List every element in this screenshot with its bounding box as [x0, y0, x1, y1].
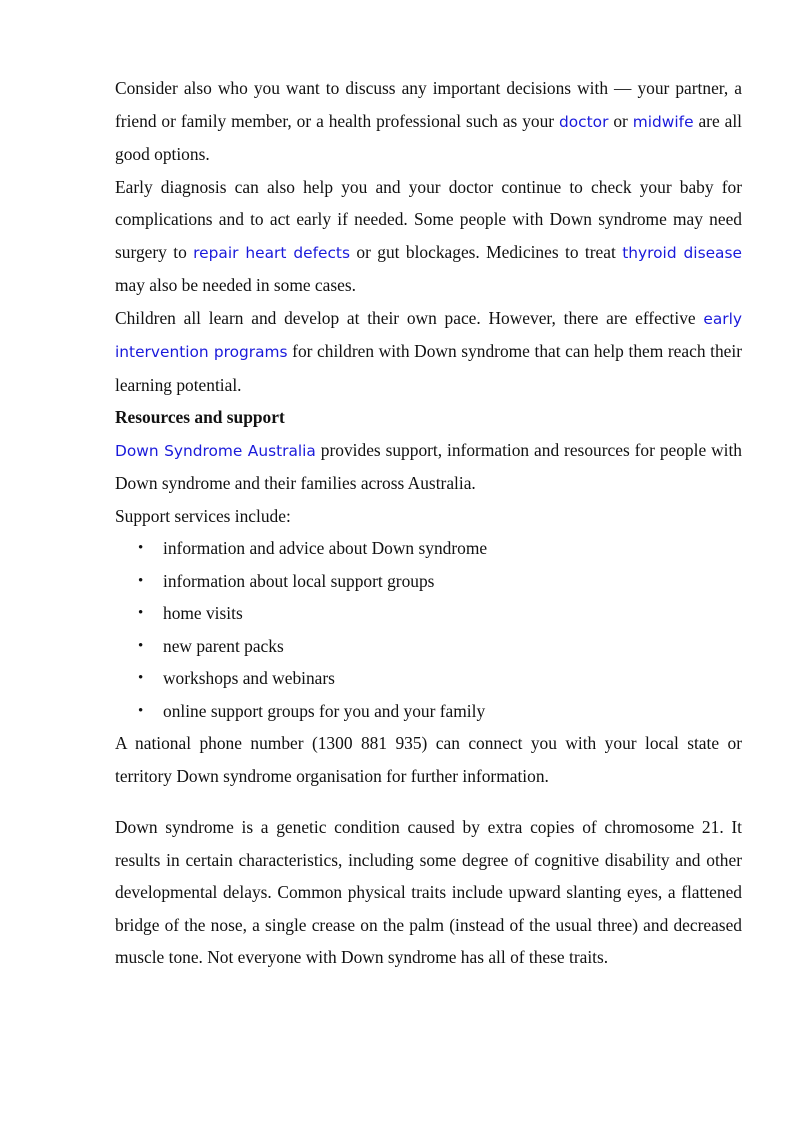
paragraph-text: are all good options. [115, 110, 742, 164]
paragraph-text: or gut blockages. Medicines to treat [349, 241, 623, 262]
link-midwife[interactable]: midwife [632, 112, 694, 131]
list-item: • home visits [163, 597, 742, 630]
paragraph-text: may also be needed in some cases. [115, 275, 356, 295]
paragraph-gap [115, 792, 742, 811]
paragraph-decisions [115, 72, 742, 171]
list-item: • online support groups for you and your family [163, 695, 742, 728]
paragraph-text: or [608, 110, 633, 131]
paragraph-text: Children all learn and develop at their own pace. However, there are effective [115, 307, 704, 328]
list-item: • new parent packs [163, 630, 742, 663]
heading-resources-and-support: Resources and support [115, 407, 285, 427]
paragraph-down-syndrome-australia [115, 434, 742, 500]
paragraph-development [115, 302, 742, 402]
paragraph-text: provides support, information and resources for people with Down syndrome and their families across Australia. [115, 439, 742, 493]
link-repair-heart-defects[interactable]: repair heart defects [193, 243, 350, 262]
support-services-list [115, 532, 742, 727]
link-thyroid-disease[interactable]: thyroid disease [622, 243, 742, 262]
paragraph-national-phone: A national phone number (1300 881 935) can connect you with your local state or territory Down syndrome organisation for further information. [115, 733, 742, 786]
link-doctor[interactable]: doctor [559, 112, 609, 131]
link-down-syndrome-australia[interactable]: Down Syndrome Australia [115, 441, 316, 460]
paragraph-text: for children with Down syndrome that can help them reach their learning potential. [115, 341, 742, 395]
list-item: • information and advice about Down syndrome [163, 532, 742, 565]
document-page [115, 72, 742, 974]
paragraph-what-is-down-syndrome: Down syndrome is a genetic condition caused by extra copies of chromosome 21. It results in certain characteristics, including some degree of cognitive disability and other developmental delays. Common physical traits include upward slanting eyes, a flattened bridge of the nose, a single crease on the palm (instead of the usual three) and decreased muscle tone. Not everyone with Down syndrome has all of these traits. [115, 817, 742, 967]
paragraph-text: Early diagnosis can also help you and your doctor continue to check your baby for complications and to act early if needed. Some people with Down syndrome may need surgery to [115, 176, 742, 262]
list-item: • workshops and webinars [163, 662, 742, 695]
list-item: • information about local support groups [163, 565, 742, 598]
support-services-intro: Support services include: [115, 505, 291, 526]
link-early-intervention-programs[interactable]: early intervention programs [115, 309, 742, 361]
paragraph-text: Consider also who you want to discuss any important decisions with — your partner, a friend or family member, or a health professional such as your [115, 78, 742, 131]
paragraph-early-diagnosis [115, 171, 742, 302]
